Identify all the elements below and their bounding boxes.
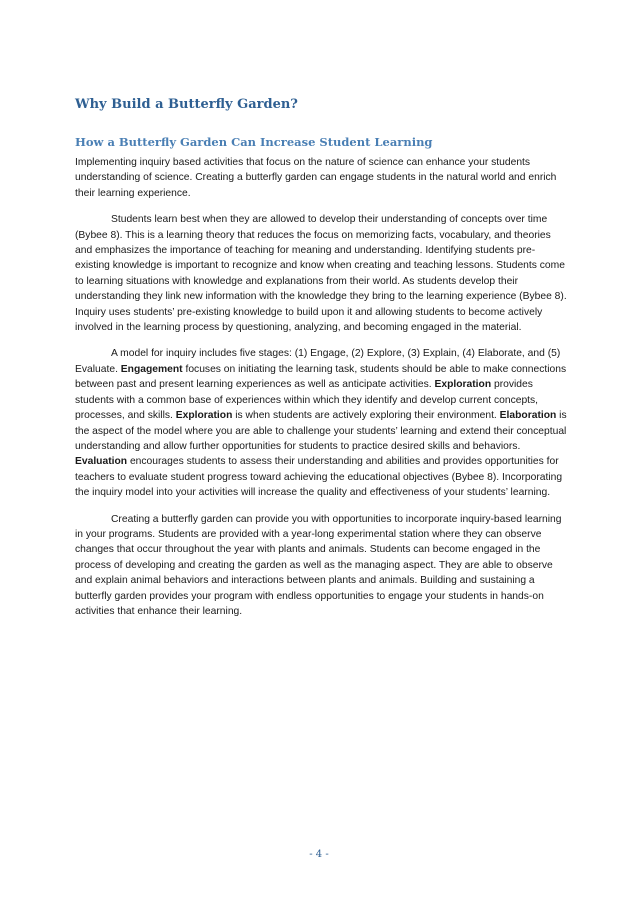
- page-number: - 4 -: [309, 849, 329, 860]
- section-subtitle: How a Butterfly Garden Can Increase Student Learning: [75, 135, 433, 149]
- inquiry-text-3: provides students with a common base of experiences within which they identify and develop current concepts, processes, and skills.: [75, 379, 539, 422]
- term-elaboration: Elaboration: [499, 410, 557, 422]
- intro-paragraph: Implementing inquiry based activities that focus on the nature of science can enhance your students understanding of science. Creating a butterfly garden can engage students in the natural world and enrich their learning experience.: [75, 157, 557, 199]
- learning-theory-paragraph: Students learn best when they are allowed to develop their understanding of concepts over time (Bybee 8). This is a learning theory that reduces the focus on memorizing facts, vocabulary, and theories and emphasizes the importance of teaching for meaning and understanding. Identifying students pre-existing knowledge is important to recognize and know when creating and teaching lessons. Students come to learning situations with knowledge and explanations from their world. As students develop their understanding they link new information with the knowledge they bring to the learning experience (Bybee 8). Inquiry uses students’ pre-existing knowledge to build upon it and allowing students to become actively involved in the learning process by questioning, analyzing, and becoming engaged in the material.: [75, 214, 567, 334]
- inquiry-text-1: A model for inquiry includes five stages: (1) Engage, (2) Explore, (3) Explain, (4) Elaborate, and (5) Evaluate.: [75, 348, 561, 375]
- term-engagement: Engagement: [120, 363, 183, 375]
- page-content: [75, 96, 567, 630]
- inquiry-text-4: is when students are actively exploring their environment.: [232, 410, 500, 422]
- butterfly-garden-paragraph: Creating a butterfly garden can provide you with opportunities to incorporate inquiry-based learning in your programs. Students are provided with a year-long experimental station where they can observe changes that occur throughout the year with plants and animals. Students can become engaged in the process of developing and creating the garden as well as the managing aspect. They are able to observe and explain animal behaviors and interactions between plants and animals. Building and sustaining a butterfly garden provides your program with endless opportunities to engage your students in hands-on activities that enhance their learning.: [75, 513, 562, 617]
- inquiry-text-5: is the aspect of the model where you are able to challenge your students’ learning and extend their conceptual understanding and allow further opportunities for students to practice desired skills and behaviors.: [75, 410, 567, 452]
- page-title: Why Build a Butterfly Garden?: [75, 97, 298, 112]
- inquiry-text-6: encourages students to assess their understanding and abilities and provides opportunities for teachers to evaluate student progress toward achieving the educational objectives (Bybee 8). Incorporating the inquiry model into your activities will increase the quality and effectiveness of your students’ learning.: [75, 456, 563, 499]
- inquiry-text-2: focuses on initiating the learning task, students should be able to make connections between past and present learning experiences as well as anticipate activities.: [75, 363, 567, 391]
- term-exploration: Exploration: [434, 379, 492, 391]
- term-evaluation: Evaluation: [75, 456, 128, 468]
- inquiry-model-paragraph: [75, 346, 567, 500]
- term-exploration-second: Exploration: [175, 410, 233, 422]
